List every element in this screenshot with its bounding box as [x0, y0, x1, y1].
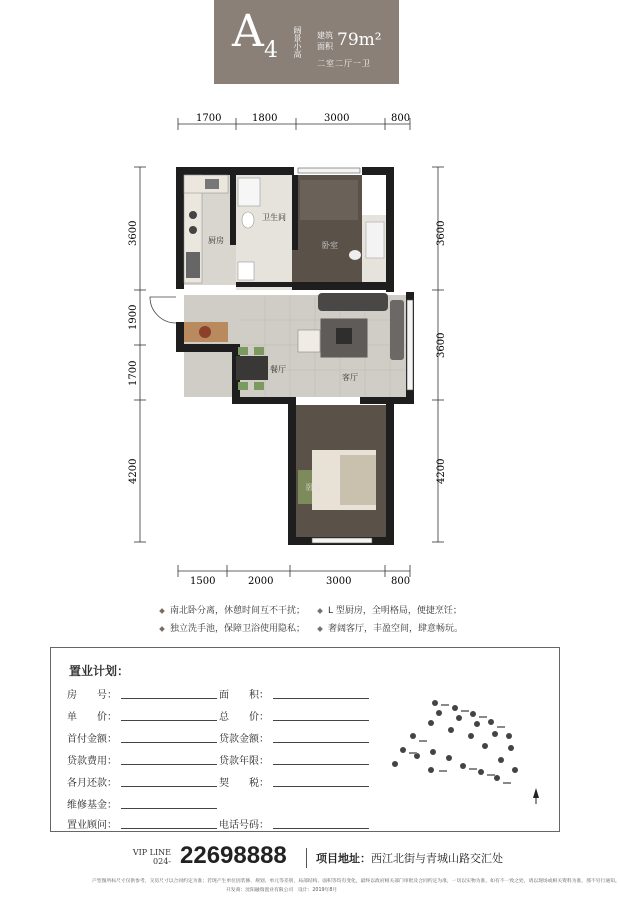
unit-number: 4: [264, 38, 278, 63]
dim-right-1: 3600: [436, 220, 447, 246]
address-text: 西江北街与青城山路交汇处: [371, 852, 503, 865]
bullet-diamond-icon: [159, 608, 165, 614]
layout-text: 二室二厅一卫: [317, 59, 371, 68]
hotline-number[interactable]: 22698888: [180, 842, 287, 869]
field-area: 面 积：: [219, 690, 269, 701]
dim-top-2: 1800: [252, 113, 278, 124]
room-dining: 餐厅: [270, 365, 286, 374]
unit-letter: A: [232, 6, 264, 57]
footer-divider: [306, 848, 307, 868]
site-plan-map: [373, 678, 555, 818]
consultant-line[interactable]: [121, 828, 217, 829]
room-bedroom-bottom: 卧室: [306, 483, 322, 492]
area-label: 建筑面积: [317, 31, 333, 51]
field-deed-tax: 契 税：: [219, 778, 269, 789]
unit-price-line[interactable]: [121, 720, 217, 721]
purchase-plan-box: [50, 647, 560, 832]
down-payment-line[interactable]: [121, 742, 217, 743]
monthly-payment-line[interactable]: [121, 786, 217, 787]
dim-bottom-2: 2000: [248, 576, 274, 587]
room-bath: 卫生间: [262, 213, 286, 222]
north-arrow-icon: [533, 788, 539, 804]
area-line[interactable]: [273, 698, 369, 699]
floor-plan: [0, 100, 612, 590]
dim-left-4: 4200: [128, 458, 139, 484]
feature-2: L 型厨房，全明格局，便捷烹饪；: [318, 603, 462, 616]
feature-4: 奢阔客厅，丰盈空间，肆意畅玩。: [318, 621, 463, 634]
field-loan-fee: 贷款费用：: [67, 756, 117, 767]
loan-fee-line[interactable]: [121, 764, 217, 765]
loan-amount-line[interactable]: [273, 742, 369, 743]
vip-line-label: VIP LINE 024-: [132, 848, 171, 866]
room-living: 客厅: [342, 373, 358, 382]
project-address: [316, 850, 503, 866]
feature-3: 独立洗手池，保障卫浴使用隐私；: [160, 621, 305, 634]
feature-1: 南北卧分离，休憩时间互不干扰；: [160, 603, 305, 616]
field-down-payment: 首付金额：: [67, 734, 117, 745]
area-value: 79m²: [337, 30, 382, 50]
deed-tax-line[interactable]: [273, 786, 369, 787]
disclaimer: 户型图所标尺寸仅供参考，交房尺寸以合同约定为准；若现产生单位因装修、规划、单元等差别，局部结构、面积等均有变化，最终以政府相关部门审批及合同约定为准，一切以实物为准，如有不一致之处，请以现场或相关资料为准，那不另行通知。: [92, 879, 620, 884]
room-no-line[interactable]: [121, 698, 217, 699]
dim-left-2: 1900: [128, 304, 139, 330]
bullet-diamond-icon: [159, 626, 165, 632]
dim-bottom-4: 800: [391, 576, 411, 587]
dim-top-1: 1700: [196, 113, 222, 124]
dim-bottom-1: 1500: [190, 576, 216, 587]
dim-top-3: 3000: [324, 113, 350, 124]
dim-top-4: 800: [391, 113, 411, 124]
dim-right-2: 3600: [436, 332, 447, 358]
phone-line[interactable]: [273, 828, 369, 829]
room-bedroom-top: 卧室: [322, 241, 338, 250]
field-unit-price: 单 价：: [67, 712, 117, 723]
field-phone: 电话号码：: [219, 820, 269, 831]
room-kitchen: 厨房: [208, 236, 224, 245]
bullet-diamond-icon: [317, 626, 323, 632]
unit-type: 阔景小高: [293, 26, 302, 58]
address-label: 项目地址：: [316, 852, 371, 865]
unit-header-plate: [214, 0, 399, 84]
dim-left-1: 3600: [128, 220, 139, 246]
plan-title: 置业计划：: [69, 664, 130, 678]
field-consultant: 置业顾问：: [67, 820, 117, 831]
field-monthly-payment: 各月还款：: [67, 778, 117, 789]
loan-years-line[interactable]: [273, 764, 369, 765]
dim-left-3: 1700: [128, 360, 139, 386]
field-loan-amount: 贷款金额：: [219, 734, 269, 745]
maintenance-fund-line[interactable]: [121, 808, 217, 809]
developer-info: 开发商：沈阳融瑞置业有限公司 设计：2019年8月: [226, 888, 338, 893]
field-loan-years: 贷款年限：: [219, 756, 269, 767]
field-room-no: 房 号：: [67, 690, 117, 701]
total-price-line[interactable]: [273, 720, 369, 721]
dim-right-3: 4200: [436, 458, 447, 484]
field-maintenance-fund: 维修基金：: [67, 800, 117, 811]
field-total-price: 总 价：: [219, 712, 269, 723]
dim-bottom-3: 3000: [326, 576, 352, 587]
bullet-diamond-icon: [317, 608, 323, 614]
